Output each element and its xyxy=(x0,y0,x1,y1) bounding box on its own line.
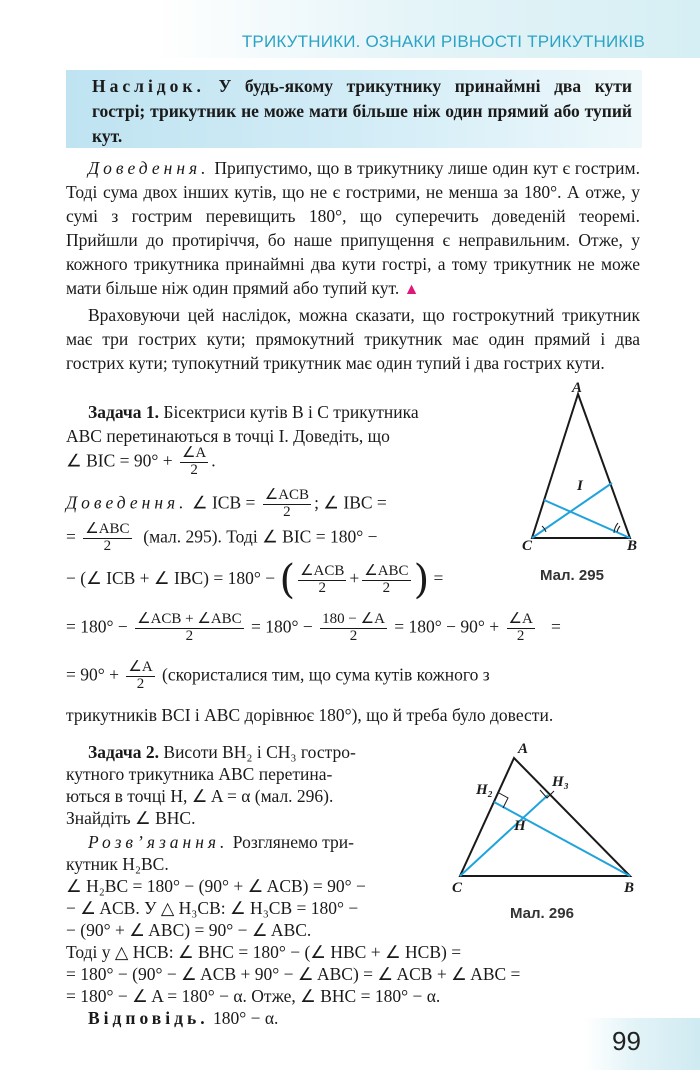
label-i-295: I xyxy=(577,478,583,494)
proof-end-marker: ▲ xyxy=(403,281,420,298)
answer-value: 180° − α. xyxy=(212,1008,279,1028)
task2-solution-line7: = 180° − (90° − ∠ ACB + 90° − ∠ ABC) = ∠ ACB + ∠ ABC = xyxy=(66,964,521,984)
label-c-296: C xyxy=(452,880,463,896)
task1-proof-line5: = 90° + $\frac{\angle A}{2}$ (скористалися тим, що сума кутів кожного з xyxy=(66,659,490,692)
task2-solution-line1: Розв’язання. Розглянемо три- xyxy=(88,832,354,852)
label-a-295: A xyxy=(572,380,583,396)
task1-line1 xyxy=(88,400,419,424)
ibc-expr: ; ∠ IBC = xyxy=(314,492,387,513)
bisector-from-b xyxy=(544,500,630,538)
task1-proof-line4: = 180° − $\frac{\text{∠ACB + ∠ABC}}{2}$ = 180° − $\frac{180 - \angle A}{2}$ = 180° − 90° + $\frac{\angle A}{2}$ = xyxy=(66,611,561,644)
corollary-proof xyxy=(66,156,640,302)
frac-sum: $\frac{\text{∠ACB + ∠ABC}}{2}$ xyxy=(137,611,242,644)
task2-solution-line6: Тоді у △ HCB: ∠ BHC = 180° − (∠ HBC + ∠ HCB) = xyxy=(66,942,462,962)
frac-acb-2: $\frac{\text{∠ACB}}{2}$ xyxy=(300,562,345,596)
icb-expr: ∠ ICB = xyxy=(191,492,256,513)
page-number-band xyxy=(585,1018,700,1070)
answer-label: Відповідь. xyxy=(88,1008,209,1028)
label-h-296: H xyxy=(514,818,526,834)
page-header xyxy=(0,0,700,58)
task1-text1: Бісектриси кутів B і C трикутника xyxy=(163,402,419,422)
task1-proof-line6: трикутників BCI і ABC дорівнює 180°), що й треба було довести. xyxy=(66,705,554,725)
task2-line3: ються в точці H, ∠ A = α (мал. 296). xyxy=(66,786,334,806)
proof-text: Припустимо, що в трикутнику лише один кут є гострим. Тоді сума двох інших кутів, що не є гострими, не менша за 180°. А отже, у сумі з гострим перевищить 180°, що суперечить доведеній теоремі. Прийшли до протиріччя, бо наше припущення є неправильним. Отже, у кожного трикутника принаймні два кути гострі, а тому трикутник не може мати більше ніж один прямий або тупий кут. xyxy=(66,158,640,298)
task1-label: Задача 1. xyxy=(88,402,160,422)
task1-proof-line3: − (∠ ICB + ∠ IBC) = 180° − ( $\frac{\text{∠ACB}}{2}$ + $\frac{\text{∠ABC}}{2}$ ) = xyxy=(66,557,444,603)
task1-proof-line2: = $\frac{\text{∠ABC}}{2}$ (мал. 295). Тоді ∠ BIC = 180° − xyxy=(66,521,378,554)
frac-angle-a: $\frac{\angle A}{2}$ xyxy=(181,445,207,478)
task1-proof-label: Доведення. xyxy=(66,492,188,513)
proof-label: Доведення. xyxy=(88,158,210,178)
task1-line3: ∠ BIC = 90° + $\frac{\angle A}{2}$ . xyxy=(66,445,216,478)
task2-solution-line5: − (90° + ∠ ABC) = 90° − ∠ ABC. xyxy=(66,920,312,940)
corollary-label: Наслідок. xyxy=(92,76,205,96)
figure-295-caption: Мал. 295 xyxy=(540,567,604,584)
frac-abc-2: $\frac{\text{∠ABC}}{2}$ xyxy=(364,562,409,596)
corollary-box xyxy=(66,70,642,148)
label-b-295: B xyxy=(627,538,638,554)
fig-ref: (мал. 295). Тоді xyxy=(143,526,258,547)
task2-answer xyxy=(88,1006,278,1030)
frac-abc: $\frac{\text{∠ABC}}{2}$ xyxy=(85,521,130,554)
task2-label: Задача 2. xyxy=(88,742,160,762)
angle-arc-b1 xyxy=(617,526,620,532)
frac-acb: $\frac{\text{∠ACB}}{2}$ xyxy=(264,487,310,520)
solution-label: Розв’язання. xyxy=(88,832,229,852)
label-c-295: C xyxy=(522,538,533,554)
task1-proof-line1 xyxy=(66,488,506,521)
label-h2-296: H₂ xyxy=(476,782,493,798)
figure-296 xyxy=(452,738,642,898)
figure-295 xyxy=(520,380,640,554)
task2-solution-line8: = 180° − ∠ A = 180° − α. Отже, ∠ BHC = 180° − α. xyxy=(66,986,441,1006)
frac-angle-a-3: $\frac{\angle A}{2}$ xyxy=(128,659,153,692)
corollary-text: У будь-якому трикутнику принаймні два кути гострі; трикутник не може мати більше ніж один прямий або тупий кут. xyxy=(92,76,632,146)
task2-solution-line2: кутник H₂BC. xyxy=(66,854,169,874)
frac-diff: $\frac{180 - \angle A}{2}$ xyxy=(322,611,385,644)
altitude-bh2 xyxy=(494,802,630,876)
label-a-296: A xyxy=(518,741,529,757)
summary-paragraph: Враховуючи цей наслідок, можна сказати, що гострокутний трикутник має три гострих кути; прямокутний трикутник має один прямий і два гострих кути; тупокутний трикутник має один тупий і два гострих кути. xyxy=(66,305,640,373)
task2-solution-line3: ∠ H₂BC = 180° − (90° + ∠ ACB) = 90° − xyxy=(66,876,366,896)
task1-line2: ABC перетинаються в точці I. Доведіть, що xyxy=(66,426,390,446)
label-h3-296: H₃ xyxy=(552,774,569,790)
chapter-title: ТРИКУТНИКИ. ОЗНАКИ РІВНОСТІ ТРИКУТНИКІВ xyxy=(241,32,645,51)
task2-line4: Знайдіть ∠ BHC. xyxy=(66,808,196,828)
frac-angle-a-2: $\frac{\angle A}{2}$ xyxy=(508,611,533,644)
bic-expr: ∠ BIC xyxy=(262,526,312,547)
bisector-from-c xyxy=(532,483,612,538)
task2-solution-line4: − ∠ ACB. У △ H₃CB: ∠ H₃CB = 180° − xyxy=(66,898,359,918)
task2-line2: кутного трикутника ABC перетина- xyxy=(66,764,333,784)
page-number: 99 xyxy=(612,1026,641,1056)
task1-claim: ∠ BIC = 90° + xyxy=(66,450,173,471)
label-b-296: B xyxy=(624,880,635,896)
task2-line1: Задача 2. Висоти BH₂ і CH₃ гостро- xyxy=(88,742,356,762)
triangle-abc-296 xyxy=(460,758,630,876)
figure-296-caption: Мал. 296 xyxy=(510,905,574,922)
